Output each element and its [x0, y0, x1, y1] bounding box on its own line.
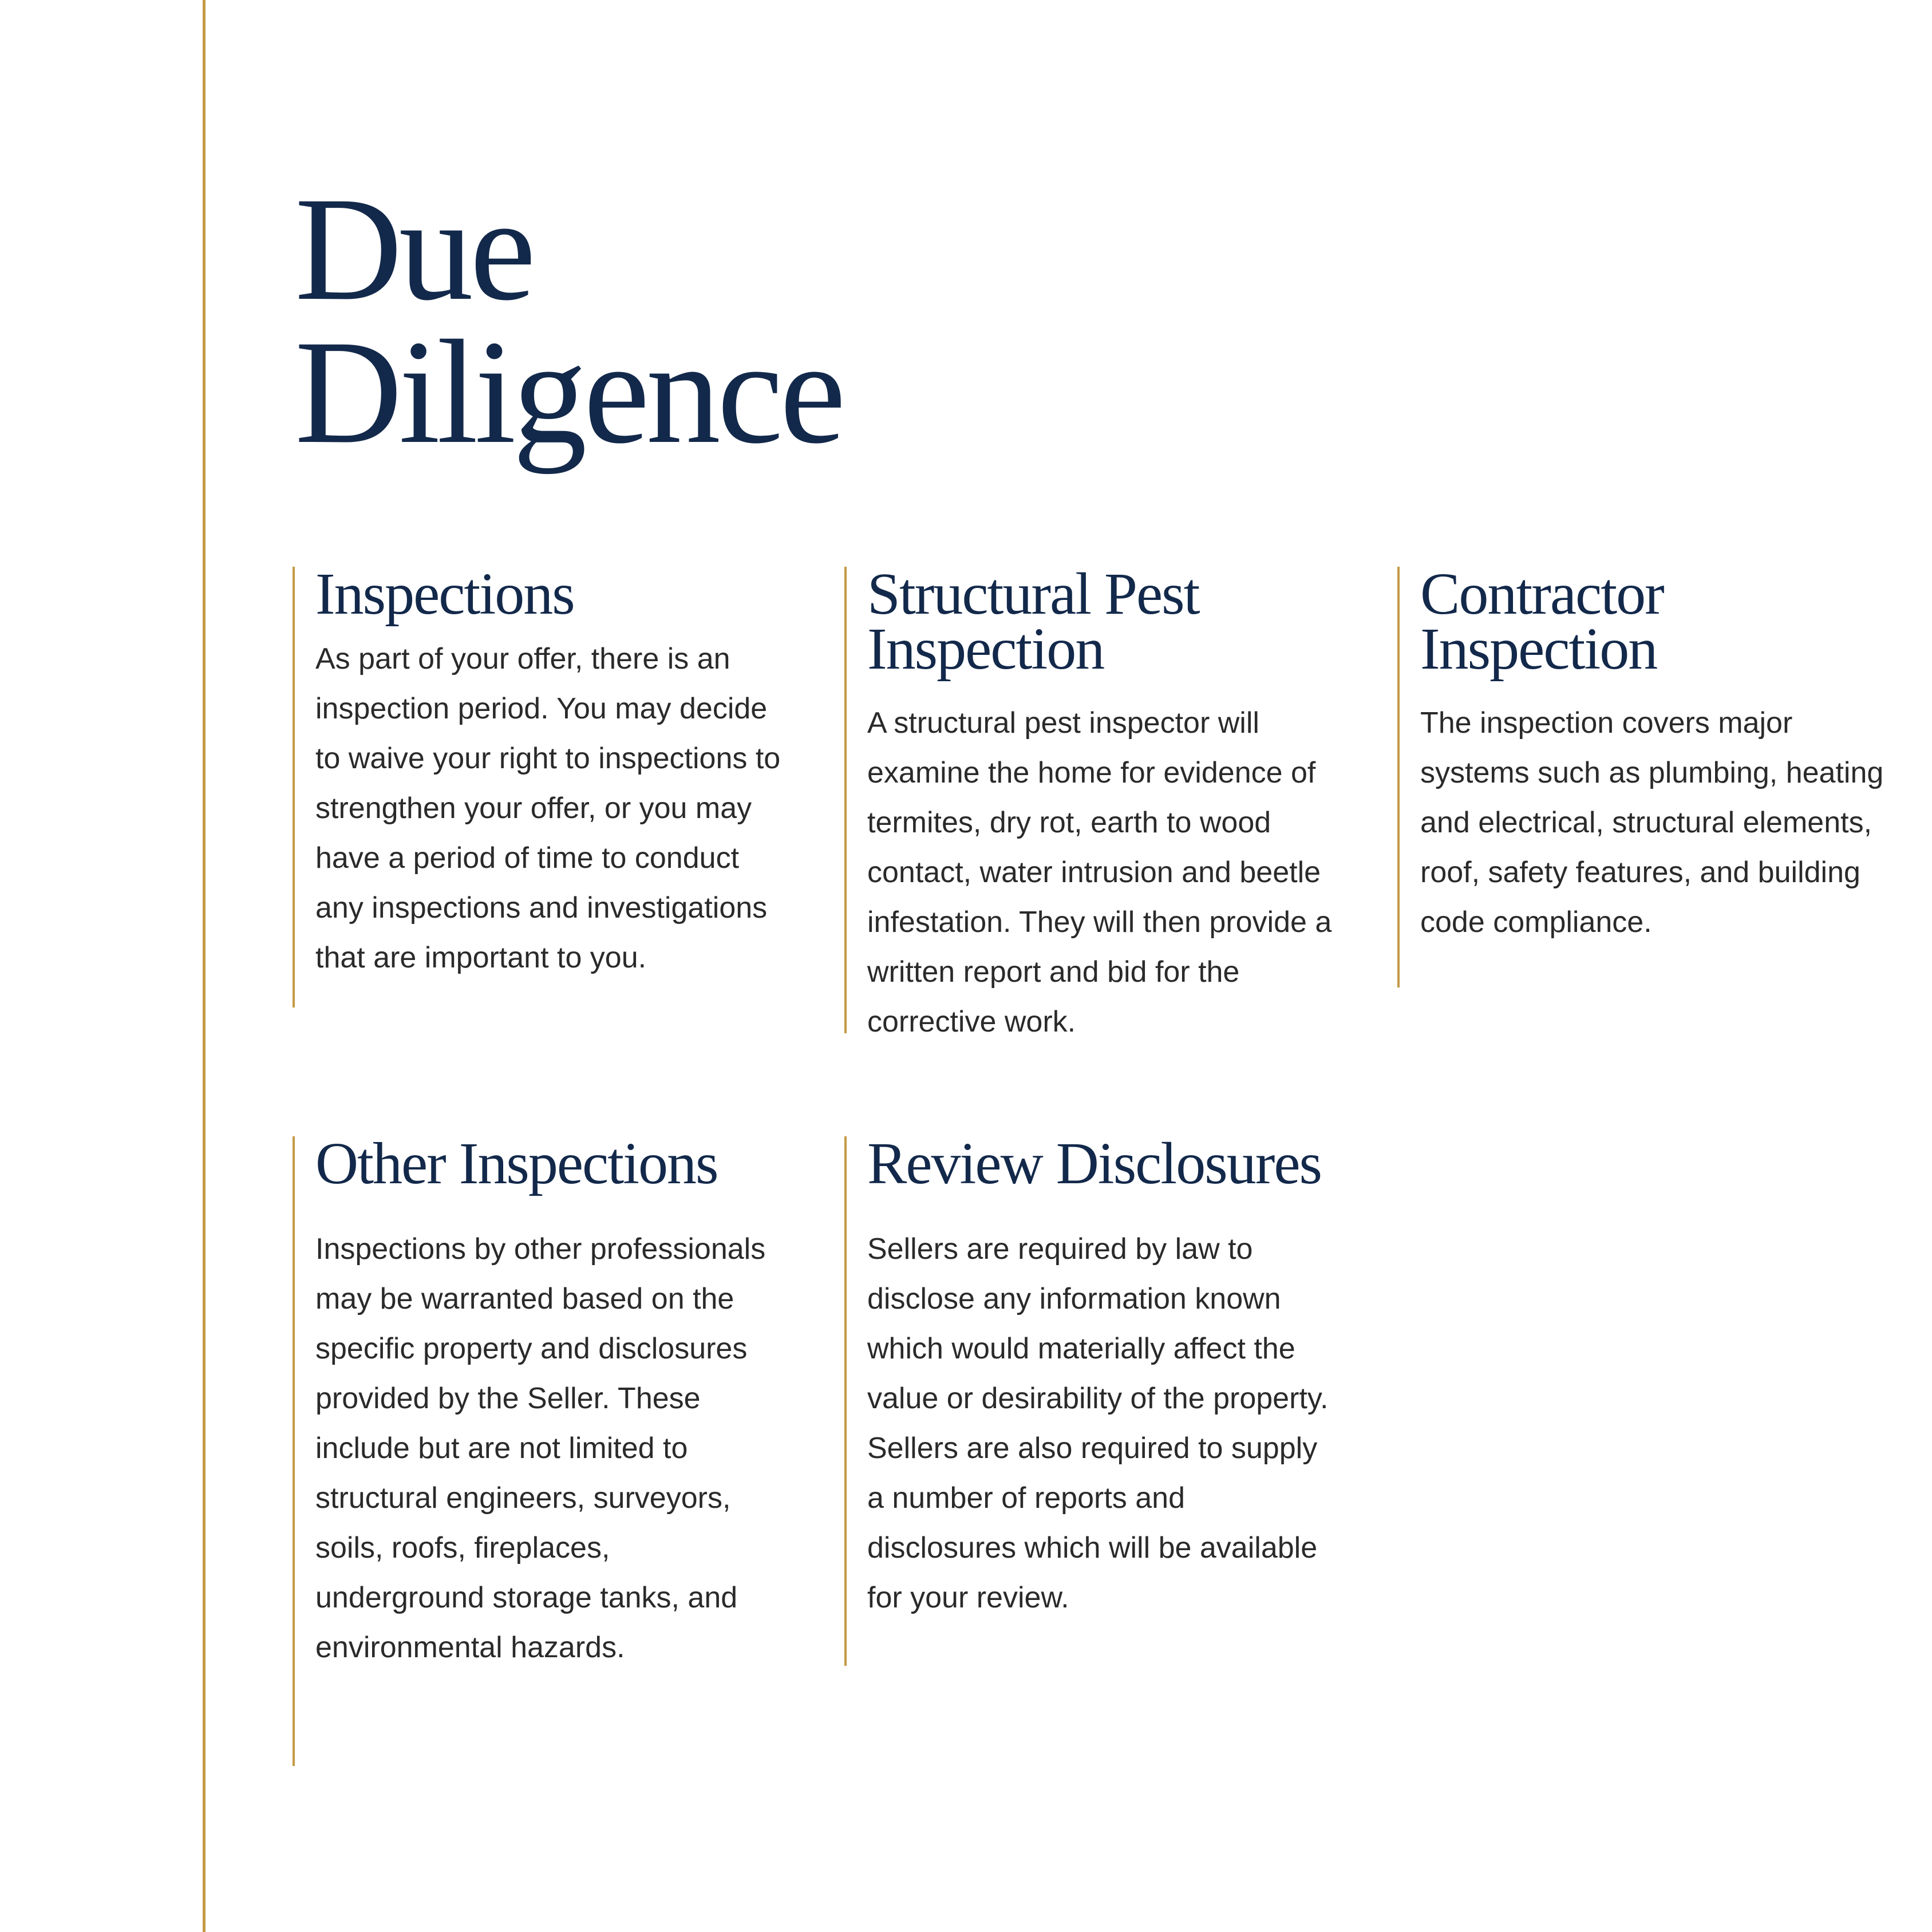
- section-heading-line-1: Contractor: [1420, 561, 1664, 627]
- section-review-disclosures: [844, 1131, 1337, 1666]
- section-heading-structural-pest-inspection: [867, 561, 1337, 682]
- page-accent-rule: [203, 0, 206, 1932]
- section-body-review-disclosures: Sellers are required by law to disclose any information known which would materially affect the value or desirability of the property. Sellers are also required to supply a number of reports and disclosures which will be available for your review.: [867, 1232, 1329, 1614]
- page-title-line-2: Diligence: [295, 310, 843, 475]
- section-contractor-inspection: [1397, 561, 1890, 987]
- section-heading-line-2: Inspection: [1420, 616, 1657, 682]
- section-body-structural-pest-inspection: A structural pest inspector will examine the home for evidence of termites, dry rot, earth to wood contact, water intrusion and beetle infestation. They will then provide a written report and bid for the corrective work.: [867, 706, 1332, 1038]
- section-body-other-inspections: Inspections by other professionals may be warranted based on the specific property and disclosures provided by the Seller. These include but are not limited to structural engineers, surveyors, soils, roofs, fireplaces, underground storage tanks, and environmental hazards.: [315, 1232, 766, 1664]
- section-body-inspections: As part of your offer, there is an inspection period. You may decide to waive your right to inspections to strengthen your offer, or you may have a period of time to conduct any inspections and investigations that are important to you.: [315, 642, 781, 974]
- section-heading-line-2: Inspection: [867, 616, 1104, 682]
- page-title-line-1: Due: [295, 167, 533, 331]
- section-inspections: [293, 561, 785, 1008]
- section-heading-inspections: Inspections: [315, 561, 574, 627]
- section-heading-review-disclosures: Review Disclosures: [867, 1131, 1321, 1196]
- section-heading-contractor-inspection: [1420, 561, 1890, 682]
- page-title: [295, 167, 843, 475]
- section-body-contractor-inspection: The inspection covers major systems such as plumbing, heating and electrical, structural elements, roof, safety features, and building code compliance.: [1420, 706, 1884, 939]
- section-heading-other-inspections: Other Inspections: [315, 1131, 718, 1196]
- section-heading-line-1: Structural Pest: [867, 561, 1199, 627]
- section-structural-pest-inspection: [844, 561, 1337, 1038]
- section-other-inspections: [293, 1131, 785, 1766]
